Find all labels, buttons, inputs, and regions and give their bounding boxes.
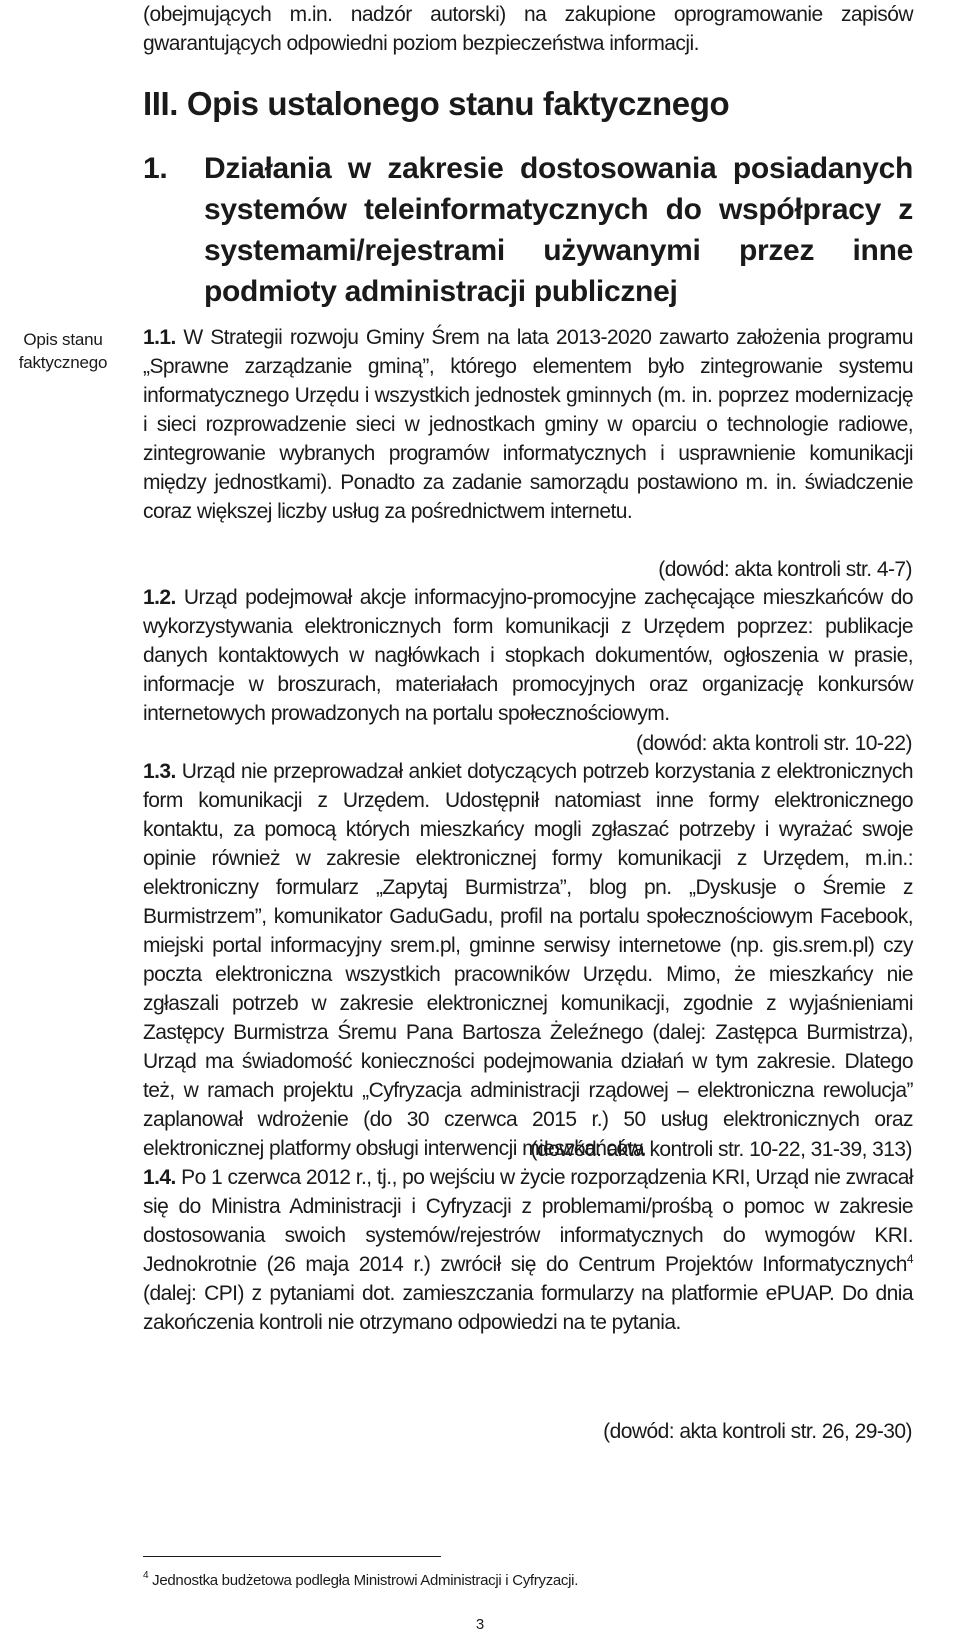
proof-1-4: (dowód: akta kontroli str. 26, 29-30) xyxy=(603,1420,912,1443)
item-text-cont: (dalej: CPI) z pytaniami dot. zamieszczania formularzy na platformie ePUAP. Do dnia zakończenia kontroli nie otrzymano odpowiedzi na te pytania. xyxy=(143,1282,913,1334)
item-number: 1.4. xyxy=(143,1166,176,1189)
intro-paragraph: (obejmujących m.in. nadzór autorski) na zakupione oprogramowanie zapisów gwarantujących odpowiedni poziom bezpieczeństwa informacji. xyxy=(143,3,913,55)
subheading-number: 1. xyxy=(143,152,168,185)
proof-1-3: (dowód: akta kontroli str. 10-22, 31-39, 313) xyxy=(530,1138,912,1161)
subheading-text: Działania w zakresie dostosowania posiadanych systemów teleinformatycznych do współpracy z systemami/rejestrami używanymi przez inne podmioty administracji publicznej xyxy=(204,152,913,308)
proof-1-1: (dowód: akta kontroli str. 4-7) xyxy=(658,558,912,581)
item-text: Urząd nie przeprowadzał ankiet dotyczących potrzeb korzystania z elektronicznych form komunikacji z Urzędem. Udostępnił natomiast inne formy elektronicznego kontaktu, za pomocą których mieszkańcy mogli zgłaszać potrzeby i wyrażać swoje opinie również w zakresie elektronicznej formy komunikacji z Urzędem, m.in.: elektroniczny formularz „Zapytaj Burmistrza”, blog pn. „Dyskusje o Śremie z Burmistrzem”, komunikator GaduGadu, profil na portalu społecznościowym Facebook, miejski portal informacyjny srem.pl, gminne serwisy internetowe (np. gis.srem.pl) czy poczta elektroniczna wszystkich pracowników Urzędu. Mimo, że mieszkańcy nie zgłaszali potrzeb w zakresie elektronicznej komunikacji, zgodnie z wyjaśnieniami Zastępcy Burmistrza Śremu Pana Bartosza Żeleźnego (dalej: Zastępca Burmistrza), Urząd ma świadomość konieczności podejmowania działań w tym zakresie. Dlatego też, w ramach projektu „Cyfryzacja administracji rządowej – elektroniczna rewolucja” zaplanował wdrożenie (do 30 czerwca 2015 r.) 50 usług elektronicznych oraz elektronicznej platformy obsługi interwencji mieszkańców. xyxy=(143,760,913,1160)
item-text: Urząd podejmował akcje informacyjno-promocyjne zachęcające mieszkańców do wykorzystywania elektronicznych form komunikacji z Urzędem poprzez: publikacje danych kontaktowych w nagłówkach i stopkach dokumentów, ogłoszenia w prasie, informacje w broszurach, materiałach promocyjnych oraz organizację konkursów internetowych prowadzonych na portalu społecznościowym. xyxy=(143,586,913,725)
margin-label-line2: faktycznego xyxy=(18,353,108,372)
margin-label xyxy=(0,328,126,374)
item-text: Po 1 czerwca 2012 r., tj., po wejściu w życie rozporządzenia KRI, Urząd nie zwracał się do Ministra Administracji i Cyfryzacji z problemami/prośbą o pomoc w zakresie dostosowania swoich systemów/rejestrów informatycznych do wymogów KRI. Jednokrotnie (26 maja 2014 r.) zwrócił się do Centrum Projektów Informatycznych xyxy=(143,1166,913,1276)
section-title: III. Opis ustalonego stanu faktycznego xyxy=(143,85,730,122)
item-1-2 xyxy=(143,583,913,728)
proof-1-2: (dowód: akta kontroli str. 10-22) xyxy=(636,732,912,755)
footnote-text: Jednostka budżetowa podległa Ministrowi Administracji i Cyfryzacji. xyxy=(152,1572,579,1589)
item-1-3 xyxy=(143,757,913,1163)
footnote xyxy=(143,1571,578,1591)
footnote-ref[interactable]: 4 xyxy=(906,1252,913,1266)
margin-label-line1: Opis stanu xyxy=(23,330,103,349)
item-number: 1.2. xyxy=(143,586,176,609)
item-1-1 xyxy=(143,323,913,526)
item-number: 1.1. xyxy=(143,326,176,349)
footnote-marker: 4 xyxy=(143,1570,149,1581)
item-number: 1.3. xyxy=(143,760,176,783)
footnote-divider xyxy=(143,1556,441,1557)
item-1-4 xyxy=(143,1163,913,1337)
item-text: W Strategii rozwoju Gminy Śrem na lata 2013-2020 zawarto założenia programu „Sprawne zarządzanie gminą”, którego elementem było zintegrowanie systemu informatycznego Urzędu i wszystkich jednostek gminnych (m. in. poprzez modernizację i sieci rozprowadzenie sieci w jednostkach gminy w oparciu o technologie radiowe, zintegrowanie wybranych programów informatycznych i usprawnienie komunikacji między jednostkami). Ponadto za zadanie samorządu postawiono m. in. świadczenie coraz większej liczby usług za pośrednictwem internetu. xyxy=(143,326,913,523)
subheading xyxy=(143,148,913,312)
page-number: 3 xyxy=(475,1616,485,1633)
